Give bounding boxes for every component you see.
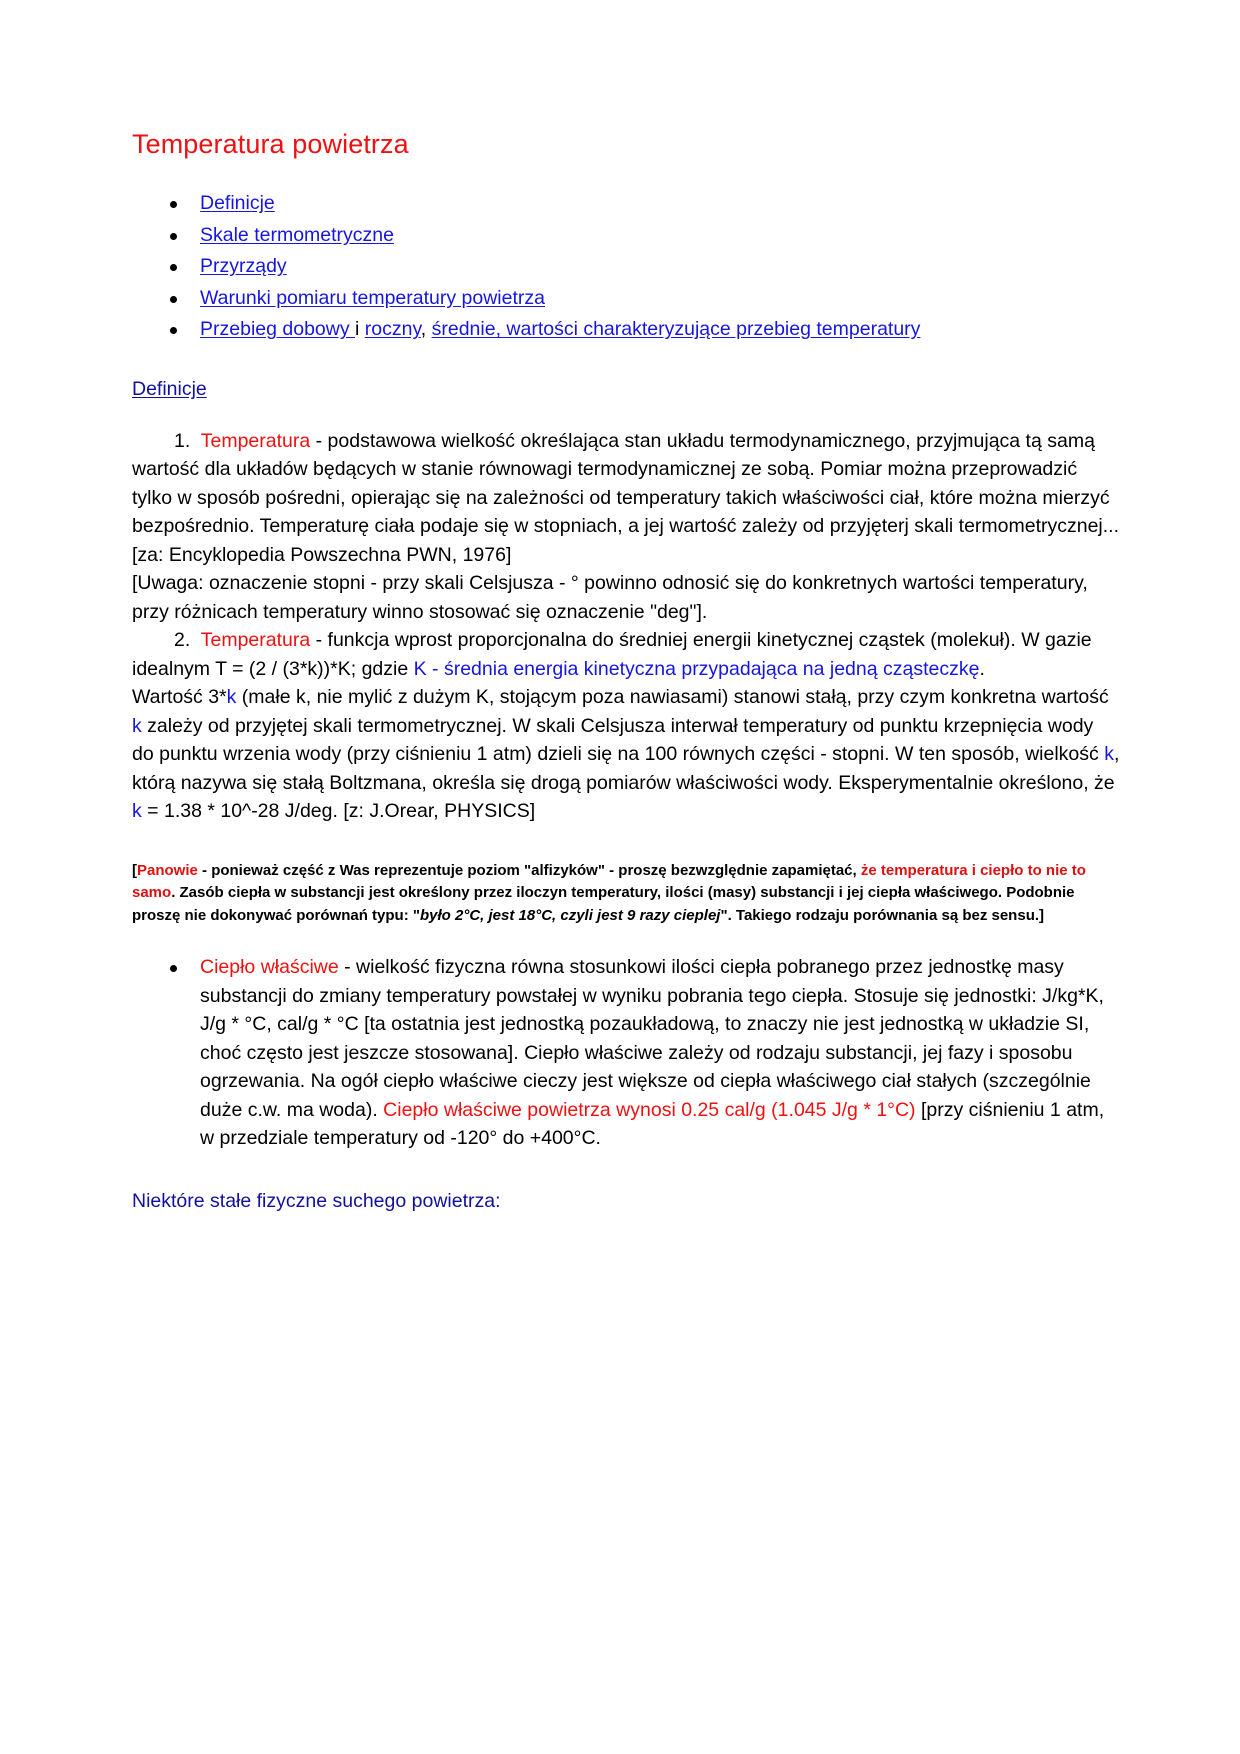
definition-2-text-end: . [979,657,985,680]
toc-link-srednie-wartosci[interactable]: średnie, wartości charakteryzujące przebieg temperatury [431,318,921,341]
definition-2-term: Temperatura [200,629,311,652]
boltzmann-symbol-k-1: k [226,686,237,709]
ciepło-wlasciwe-list [132,953,1120,1153]
toc-separator-comma: , [420,318,432,341]
toc-link-roczny[interactable]: roczny [364,318,421,341]
definition-2-text-blue: - średnia energia kinetyczna przypadająca na jedną cząsteczkę [426,657,980,680]
uwaga-paragraph: [Uwaga: oznaczenie stopni - przy skali Celsjusza - ° powinno odnosić się do konkretnych wartości temperatury, przy różnicach temperatury winno stosować się oznaczenie "deg"]. [132,572,1088,623]
toc-link-przebieg-dobowy[interactable]: Przebieg dobowy [200,318,356,341]
boltzmann-p1: Wartość 3* [132,686,227,709]
list-item [170,285,1120,313]
spacer [132,927,1120,953]
panowie-name: Panowie [137,861,198,879]
definition-1-text: - podstawowa wielkość określająca stan układu termodynamicznego, przyjmująca tą samą wartość dla układów będących w stanie równowagi termodynamicznej ze sobą. Pomiar można przeprowadzić tylko w sposób pośredni, opierając się na zależności od temperatury takich właściwości ciał, które można mierzyć bezpośrednio. Temperaturę ciała podaje się w stopniach, a jej wartość zależy od przyjęterj skali termometrycznej... [za: Encyklopedia Powszechna PWN, 1976] [132,429,1120,566]
panowie-red-phrase: że temperatura i ciepło to nie to samo [132,861,1086,902]
toc-link-przyrzady[interactable]: Przyrządy [200,255,287,278]
toc-separator-i: i [355,318,365,341]
definition-2-number: 2. [174,629,191,652]
definition-1-term: Temperatura [200,429,311,452]
definition-2-symbol-K: K [413,657,427,680]
boltzmann-paragraph [132,683,1120,826]
cieplo-wlasciwe-term: Ciepło właściwe [200,956,339,979]
toc-link-definicje[interactable]: Definicje [200,192,275,215]
page-title: Temperatura powietrza [132,129,409,159]
panowie-text-c: ". Takiego rodzaju porównania są bez sensu.] [720,906,1045,924]
panowie-text-b: . Zasób ciepła w substancji jest określony przez iloczyn temperatury, ilości (masy) substancji i jej ciepła właściwego. Podobnie proszę nie dokonywać porównań typu: " [132,884,1075,924]
section-definicje-heading-wrap [132,378,1120,427]
cieplo-wlasciwe-text-a: - wielkość fizyczna równa stosunkowi ilości ciepła pobranego przez jednostkę masy substancji do zmiany temperatury powstałej w wyniku pobrania tego ciepła. Stosuje się jednostki: J/kg*K, J/g * °C, cal/g * °C [ta ostatnia jest jednostką pozaukładową, to znaczy nie jest jednostką w układzie SI, choć często jest jeszcze stosowana]. Ciepło właściwe zależy od rodzaju substancji, jej fazy i sposobu ogrzewania. Na ogół ciepło właściwe cieczy jest większe od ciepła właściwego ciał stałych (szczególnie duże c.w. ma woda). [200,956,1104,1121]
list-item [170,953,1120,1153]
panowie-text-a: - ponieważ część z Was reprezentuje poziom "alfizyków" - proszę bezwzględnie zapamiętać, [197,861,861,879]
list-item [170,253,1120,281]
boltzmann-p4: , którą nazywa się stałą Boltzmana, określa się drogą pomiarów właściwości wody. Eksperymentalnie określono, że [132,743,1120,794]
list-item [170,222,1120,250]
list-item [170,316,1120,344]
boltzmann-p3: zależy od przyjętej skali termometrycznej. W skali Celsjusza interwał temperatury od punktu krzepnięcia wody do punktu wrzenia wody (przy ciśnieniu 1 atm) dzieli się na 100 równych części - stopni. W ten sposób, wielkość [132,714,1105,766]
definition-2-text-a: - funkcja wprost proporcjonalna do średniej energii kinetycznej cząstek (molekuł). W gazie idealnym T = (2 / (3*k))*K; gdzie [132,629,1092,680]
boltzmann-symbol-k-4: k [132,800,142,823]
panowie-open-bracket: [ [132,861,137,879]
panowie-italic-quote: było 2°C, jest 18°C, czyli jest 9 razy cieplej [419,906,721,924]
toc-link-skale-termometryczne[interactable]: Skale termometryczne [200,223,394,246]
boltzmann-p2: (małe k, nie mylić z dużym K, stojącym poza nawiasami) stanowi stałą, przy czym konkretna wartość [236,686,1109,709]
footer-line: Niektóre stałe fizyczne suchego powietrza: [132,1189,501,1212]
toc-link-warunki-pomiaru[interactable]: Warunki pomiaru temperatury powietrza [200,286,545,309]
panowie-note [132,860,1120,928]
table-of-contents [132,190,1120,344]
cieplo-wlasciwe-red-line: Ciepło właściwe powietrza wynosi 0.25 cal/g (1.045 J/g * 1°C) [383,1098,916,1121]
definition-1-paragraph [132,427,1120,570]
spacer [132,826,1120,860]
boltzmann-symbol-k-2: k [132,714,142,737]
definition-2-paragraph [132,626,1120,683]
spacer [132,1153,1120,1187]
list-item [170,190,1120,218]
section-heading-definicje: Definicje [132,377,207,400]
cieplo-wlasciwe-text-b: [przy ciśnieniu 1 atm, w przedziale temperatury od -120° do +400°C. [200,1098,1105,1150]
definition-1-number: 1. [174,429,191,452]
boltzmann-symbol-k-3: k [1104,743,1114,766]
boltzmann-p5: = 1.38 * 10^-28 J/deg. [z: J.Orear, PHYSICS] [141,800,536,823]
